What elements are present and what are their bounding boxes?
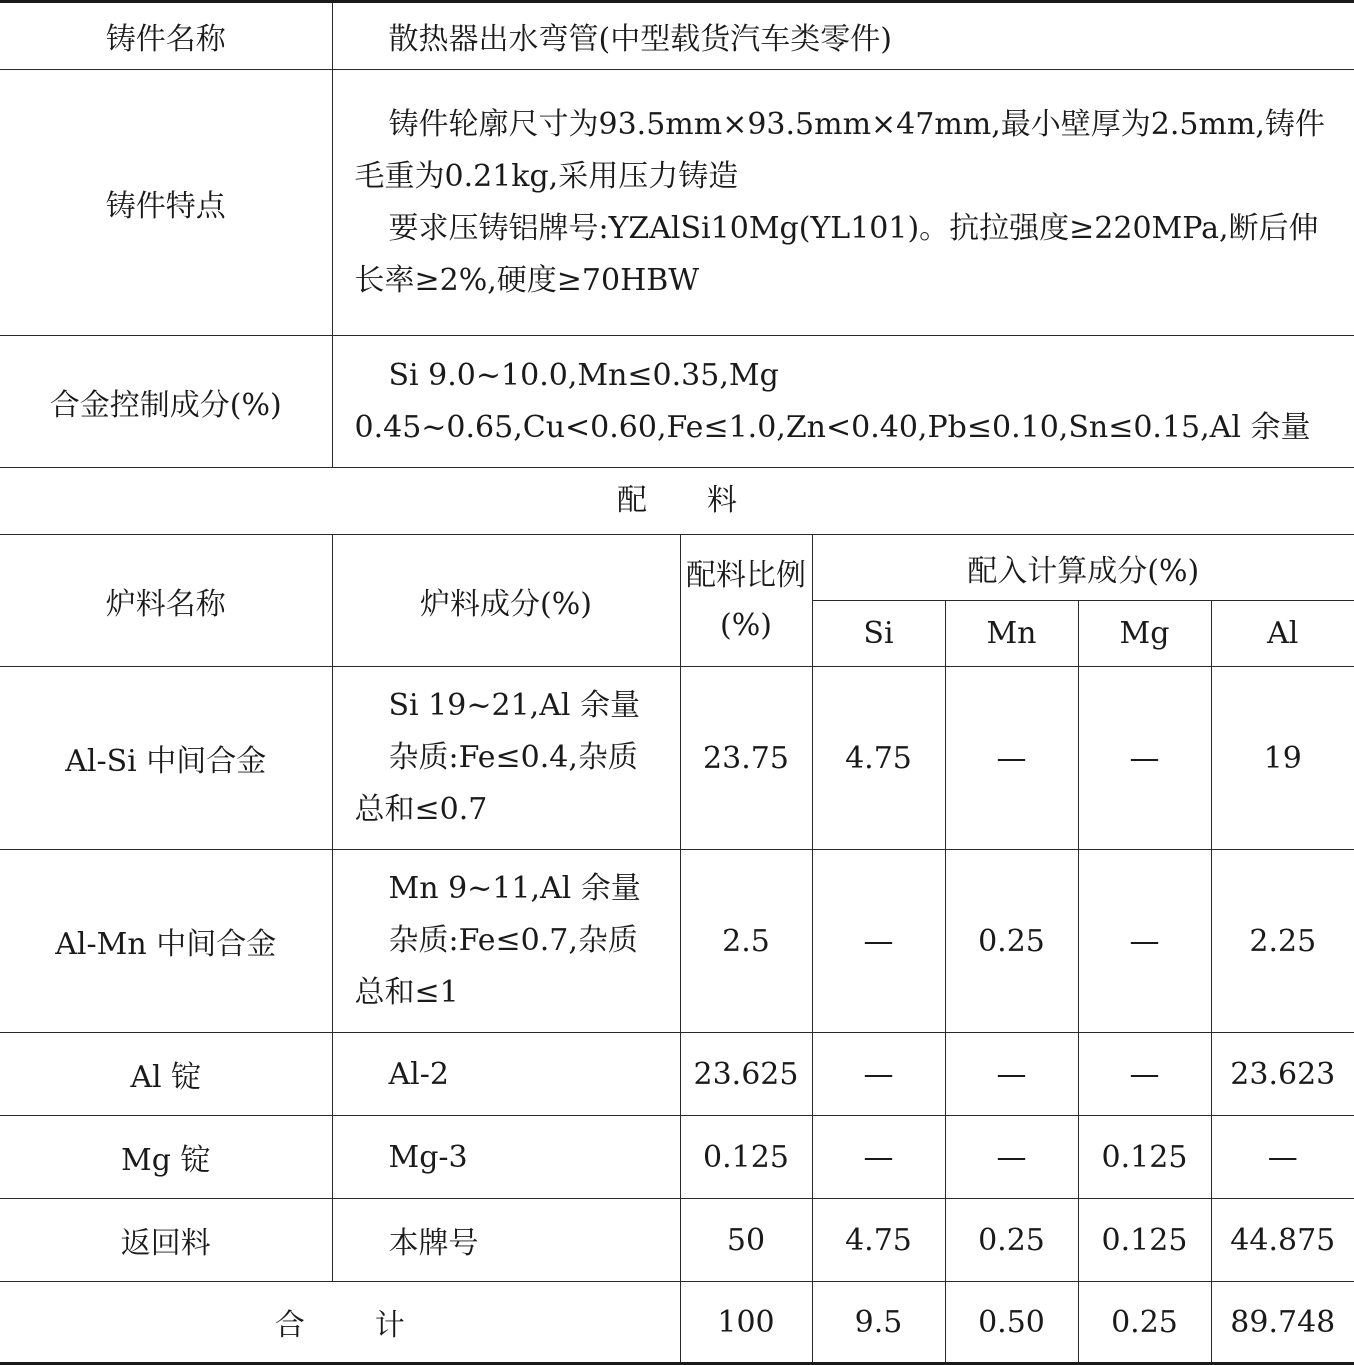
casting-info-table — [0, 0, 1354, 468]
header-al: Al — [1211, 601, 1354, 667]
total-al: 89.748 — [1211, 1282, 1354, 1364]
row-alloy-composition — [0, 336, 1354, 468]
charge-composition-line1: Mn 9~11,Al 余量 — [388, 871, 641, 906]
table-row — [0, 1199, 1354, 1282]
header-si: Si — [812, 601, 945, 667]
calc-si: 4.75 — [812, 667, 945, 850]
charge-name: Al 锭 — [0, 1033, 332, 1116]
casting-name-label: 铸件名称 — [0, 2, 332, 70]
charge-name: Mg 锭 — [0, 1116, 332, 1199]
calc-mn: 0.25 — [945, 850, 1078, 1033]
header-mg: Mg — [1078, 601, 1211, 667]
header-charge-name: 炉料名称 — [0, 535, 332, 667]
charge-composition — [332, 850, 680, 1033]
calc-al: — — [1211, 1116, 1354, 1199]
charge-composition: Mg-3 — [332, 1116, 680, 1199]
charge-composition-line1: Si 19~21,Al 余量 — [388, 688, 640, 723]
charge-composition: Al-2 — [332, 1033, 680, 1116]
calc-mn: — — [945, 1116, 1078, 1199]
row-casting-name — [0, 2, 1354, 70]
charge-ratio: 0.125 — [680, 1116, 812, 1199]
features-paragraph-2: 要求压铸铝牌号:YZAlSi10Mg(YL101)。抗拉强度≥220MPa,断后伸长率≥2%,硬度≥70HBW — [354, 210, 1319, 298]
header-row-1 — [0, 535, 1354, 601]
table-row — [0, 850, 1354, 1033]
header-ratio — [680, 535, 812, 667]
table-row — [0, 1033, 1354, 1116]
total-label-right: 计 — [374, 1308, 405, 1343]
calc-mn: — — [945, 667, 1078, 850]
calc-al: 44.875 — [1211, 1199, 1354, 1282]
calc-mn: — — [945, 1033, 1078, 1116]
calc-al: 19 — [1211, 667, 1354, 850]
calc-mg: 0.125 — [1078, 1116, 1211, 1199]
casting-features-value — [332, 70, 1354, 336]
calc-si: — — [812, 1033, 945, 1116]
charge-ratio: 23.625 — [680, 1033, 812, 1116]
total-mn: 0.50 — [945, 1282, 1078, 1364]
calc-mg: — — [1078, 850, 1211, 1033]
section-title — [0, 468, 1354, 534]
calc-si: — — [812, 850, 945, 1033]
alloy-composition-value — [332, 336, 1354, 468]
charge-composition: 本牌号 — [332, 1199, 680, 1282]
calc-al: 23.623 — [1211, 1033, 1354, 1116]
charge-name: Al-Mn 中间合金 — [0, 850, 332, 1033]
alloy-composition-text: Si 9.0~10.0,Mn≤0.35,Mg 0.45~0.65,Cu<0.60,Fe≤1.0,Zn<0.40,Pb≤0.10,Sn≤0.15,Al 余量 — [354, 357, 1311, 445]
alloy-composition-label: 合金控制成分(%) — [0, 336, 332, 468]
total-label-left: 合 — [274, 1308, 305, 1343]
charge-composition — [332, 667, 680, 850]
calc-mg: — — [1078, 667, 1211, 850]
casting-name-value: 散热器出水弯管(中型载货汽车类零件) — [332, 2, 1354, 70]
section-title-left: 配 — [617, 483, 647, 518]
features-paragraph-1: 铸件轮廓尺寸为93.5mm×93.5mm×47mm,最小壁厚为2.5mm,铸件毛重为0.21kg,采用压力铸造 — [354, 106, 1325, 194]
charge-ratio: 2.5 — [680, 850, 812, 1033]
charge-name: Al-Si 中间合金 — [0, 667, 332, 850]
header-ratio-line1: 配料比例 — [686, 557, 806, 593]
total-si: 9.5 — [812, 1282, 945, 1364]
casting-features-label: 铸件特点 — [0, 70, 332, 336]
row-casting-features — [0, 70, 1354, 336]
calc-mn: 0.25 — [945, 1199, 1078, 1282]
section-title-right: 料 — [707, 483, 737, 518]
calc-mg: 0.125 — [1078, 1199, 1211, 1282]
calc-mg: — — [1078, 1033, 1211, 1116]
total-label — [0, 1282, 680, 1364]
total-row — [0, 1282, 1354, 1364]
header-mn: Mn — [945, 601, 1078, 667]
charge-ratio: 23.75 — [680, 667, 812, 850]
total-ratio: 100 — [680, 1282, 812, 1364]
total-mg: 0.25 — [1078, 1282, 1211, 1364]
calc-si: 4.75 — [812, 1199, 945, 1282]
calc-si: — — [812, 1116, 945, 1199]
charge-name: 返回料 — [0, 1199, 332, 1282]
charge-composition-line2: 杂质:Fe≤0.4,杂质总和≤0.7 — [354, 740, 638, 827]
header-charge-composition: 炉料成分(%) — [332, 535, 680, 667]
header-calc-group: 配入计算成分(%) — [812, 535, 1354, 601]
charge-ratio: 50 — [680, 1199, 812, 1282]
calc-al: 2.25 — [1211, 850, 1354, 1033]
table-row — [0, 1116, 1354, 1199]
header-ratio-line2: (%) — [720, 607, 772, 643]
charge-composition-line2: 杂质:Fe≤0.7,杂质总和≤1 — [354, 923, 638, 1010]
charge-material-table — [0, 534, 1354, 1365]
table-row — [0, 667, 1354, 850]
